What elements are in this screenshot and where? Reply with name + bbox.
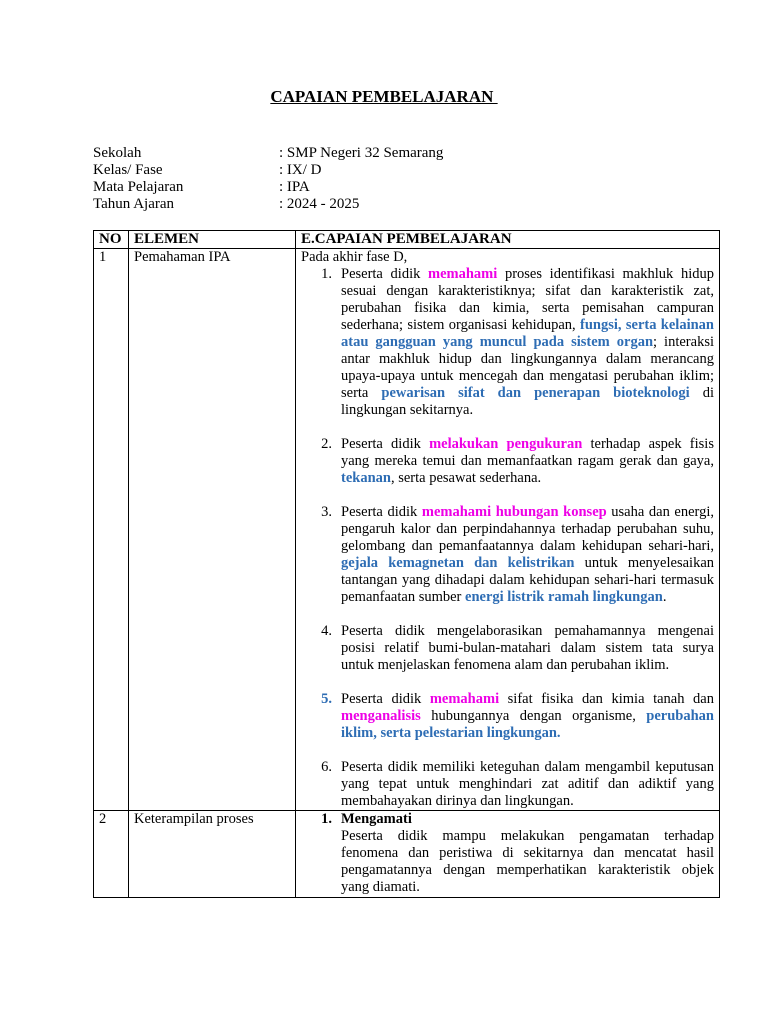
header-capaian: E.CAPAIAN PEMBELAJARAN (296, 231, 720, 249)
subsection-text: Peserta didik mampu melakukan pengamatan terhadap fenomena dan peristiwa di sekitarnya dan mencatat hasil pengamatannya dengan memperhatikan karakteristik objek yang diamati. (341, 828, 714, 895)
keterampilan-list (301, 811, 714, 896)
list-item-text (341, 811, 714, 896)
highlighted-text: pewarisan sifat dan penerapan bioteknologi (381, 385, 690, 401)
highlighted-text: memahami (429, 691, 500, 707)
highlighted-text: gejala kemagnetan dan kelistrikan (341, 555, 575, 571)
info-row-sekolah (93, 145, 443, 162)
list-item-number: 1. (321, 811, 332, 827)
list-item-text (341, 623, 714, 674)
text-segment: , serta pesawat sederhana. (390, 470, 542, 486)
list-item (301, 436, 714, 487)
row-capaian (296, 249, 720, 811)
capaian-intro: Pada akhir fase D, (301, 249, 408, 265)
list-item-text (341, 691, 714, 742)
list-item-text (341, 759, 714, 810)
info-label: Mata Pelajaran (93, 179, 184, 195)
text-segment: untuk menyelesaikan tantangan yang dihadapi dalam kehidupan sehari-hari termasuk pemanfaatan sumber (341, 555, 715, 605)
text-segment: Peserta didik memiliki keteguhan dalam mengambil keputusan yang tepat untuk menghindari zat aditif dan adiktif yang membahayakan dirinya dan lingkungan. (341, 759, 714, 809)
info-row-mapel (93, 179, 443, 196)
info-label: Sekolah (93, 145, 142, 161)
text-segment: ; interaksi antar makhluk hidup dan lingkungannya dalam merancang upaya-upaya untuk mencegah dan mengatasi perubahan iklim; serta (341, 334, 714, 401)
highlighted-text: memahami (428, 266, 498, 282)
list-item (301, 759, 714, 810)
table-row (94, 811, 720, 898)
list-item (301, 504, 714, 606)
text-segment: di lingkungan sekitarnya. (341, 385, 715, 418)
text-segment: Peserta didik (341, 436, 430, 452)
highlighted-text: fungsi, serta kelainan atau gangguan yang muncul pada sistem organ (341, 317, 714, 350)
text-segment: Peserta didik (341, 691, 430, 707)
text-segment: Peserta didik mengelaborasikan pemahamannya mengenai posisi relatif bumi-bulan-matahari dalam sistem tata surya untuk menjelaskan fenomena alam dan perubahan iklim. (341, 623, 714, 673)
text-segment: terhadap aspek fisis yang mereka temui dan memanfaatkan ragam gerak dan gaya, (341, 436, 714, 469)
list-item-text (341, 266, 714, 419)
row-number: 1 (94, 249, 129, 811)
row-capaian (296, 811, 720, 898)
list-item-number: 1. (321, 266, 332, 282)
info-value: : 2024 - 2025 (279, 196, 360, 212)
info-value: : IX/ D (279, 162, 322, 178)
list-item-number: 4. (321, 623, 332, 639)
info-row-kelas (93, 162, 443, 179)
page-title: CAPAIAN PEMBELAJARAN (270, 87, 498, 106)
capaian-table (93, 230, 720, 898)
row-elemen: Pemahaman IPA (129, 249, 296, 811)
table-row (94, 249, 720, 811)
highlighted-text: memahami hubungan konsep (421, 504, 607, 520)
text-segment: usaha dan energi, pengaruh kalor dan perpindahannya terhadap perubahan suhu, gelombang dan pemanfaatannya dalam kehidupan sehari-hari, (341, 504, 714, 554)
text-segment: hubungannya dengan organisme, (420, 708, 647, 724)
list-item (301, 811, 714, 896)
info-row-tahun (93, 196, 443, 213)
highlighted-text: energi listrik ramah lingkungan (465, 589, 663, 605)
row-number: 2 (94, 811, 129, 898)
info-block (93, 145, 443, 213)
text-segment: proses identifikasi makhluk hidup sesuai dengan karakteristiknya; sifat dan karakteristik zat, perubahan fisika dan kimia, serta pemisahan campuran sederhana; sistem organisasi kehidupan, (341, 266, 714, 333)
text-segment: Peserta didik (341, 504, 422, 520)
info-value: : IPA (279, 179, 310, 195)
highlighted-text: perubahan iklim, serta pelestarian lingkungan. (341, 708, 714, 741)
list-item (301, 266, 714, 419)
highlighted-text: tekanan (341, 470, 391, 486)
row-elemen: Keterampilan proses (129, 811, 296, 898)
list-item (301, 691, 714, 742)
list-item-text (341, 436, 714, 487)
header-no: NO (94, 231, 129, 249)
list-item-text (341, 504, 714, 606)
highlighted-text: menganalisis (341, 708, 421, 724)
list-item-number: 2. (321, 436, 332, 452)
info-label: Kelas/ Fase (93, 162, 163, 178)
header-elemen: ELEMEN (129, 231, 296, 249)
info-value: : SMP Negeri 32 Semarang (279, 145, 444, 161)
text-segment: sifat fisika dan kimia tanah dan (499, 691, 714, 707)
table-header-row (94, 231, 720, 249)
list-item (301, 623, 714, 674)
list-item-number: 3. (321, 504, 332, 520)
list-item-number: 5. (321, 691, 332, 707)
info-label: Tahun Ajaran (93, 196, 175, 212)
list-item-number: 6. (321, 759, 332, 775)
subsection-title: Mengamati (341, 811, 412, 827)
highlighted-text: melakukan pengukuran (429, 436, 583, 452)
text-segment: . (662, 589, 667, 605)
capaian-list (301, 266, 714, 810)
text-segment: Peserta didik (341, 266, 429, 282)
